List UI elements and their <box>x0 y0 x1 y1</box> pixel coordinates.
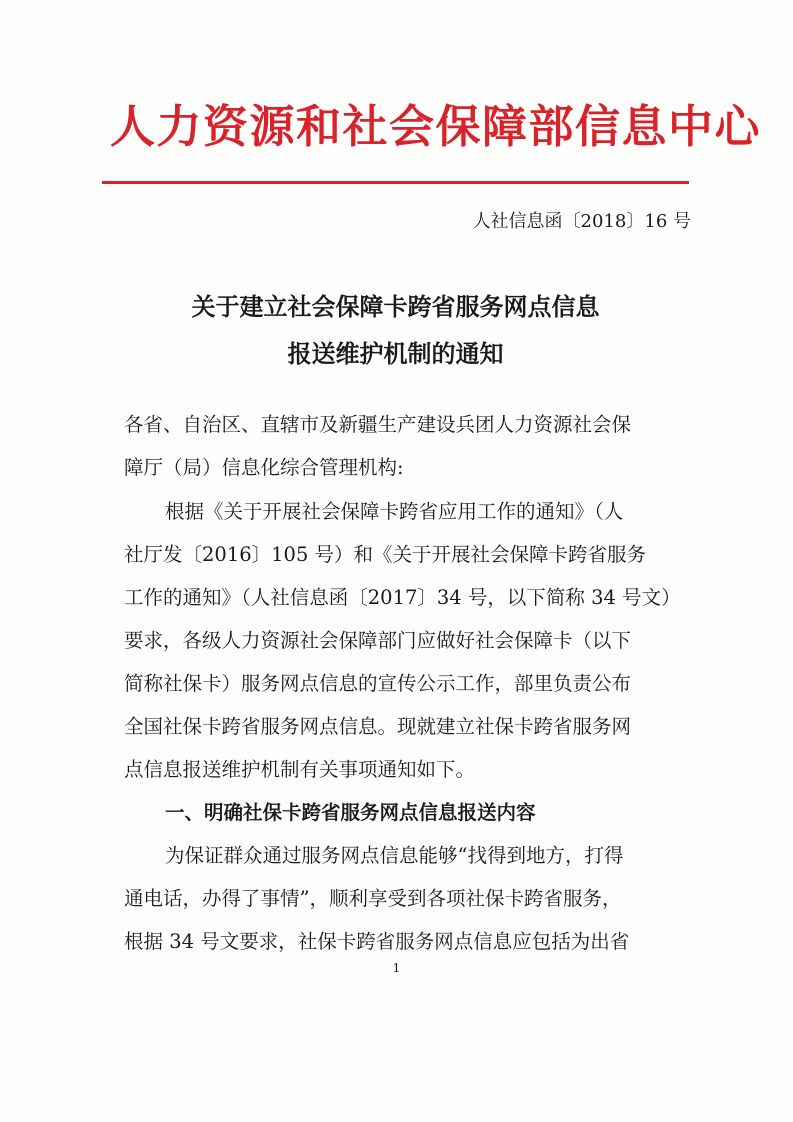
page-number: 1 <box>392 961 401 975</box>
paragraph-line: 简称社保卡）服务网点信息的宣传公示工作，部里负责公布 <box>124 672 632 695</box>
salutation-line-1: 各省、自治区、直辖市及新疆生产建设兵团人力资源社会保 <box>124 413 632 436</box>
paragraph-line: 要求，各级人力资源社会保障部门应做好社会保障卡（以下 <box>124 629 632 652</box>
letterhead-red-rule <box>102 181 689 184</box>
paragraph-line: 根据《关于开展社会保障卡跨省应用工作的通知》（人 <box>165 500 624 523</box>
paragraph-line: 全国社保卡跨省服务网点信息。现就建立社保卡跨省服务网 <box>124 715 632 738</box>
paragraph-line: 工作的通知》（人社信息函〔2017〕34 号，以下简称 34 号文） <box>124 586 681 609</box>
section-heading-1: 一、明确社保卡跨省服务网点信息报送内容 <box>165 801 536 824</box>
paragraph-line: 根据 34 号文要求，社保卡跨省服务网点信息应包括为出省 <box>124 930 630 953</box>
salutation-line-2: 障厅（局）信息化综合管理机构: <box>124 456 404 479</box>
paragraph-line: 社厅发〔2016〕105 号）和《关于开展社会保障卡跨省服务 <box>124 543 647 566</box>
document-title-line-2: 报送维护机制的通知 <box>287 340 504 368</box>
paragraph-line: 通电话，办得了事情”，顺利享受到各项社保卡跨省服务， <box>124 887 622 910</box>
document-title-line-1: 关于建立社会保障卡跨省服务网点信息 <box>191 293 600 321</box>
letterhead-org-name: 人力资源和社会保障部信息中心 <box>110 100 762 153</box>
paragraph-line: 为保证群众通过服务网点信息能够“找得到地方，打得 <box>165 844 624 867</box>
paragraph-line: 点信息报送维护机制有关事项通知如下。 <box>124 758 476 781</box>
document-number: 人社信息函〔2018〕16 号 <box>472 211 691 232</box>
